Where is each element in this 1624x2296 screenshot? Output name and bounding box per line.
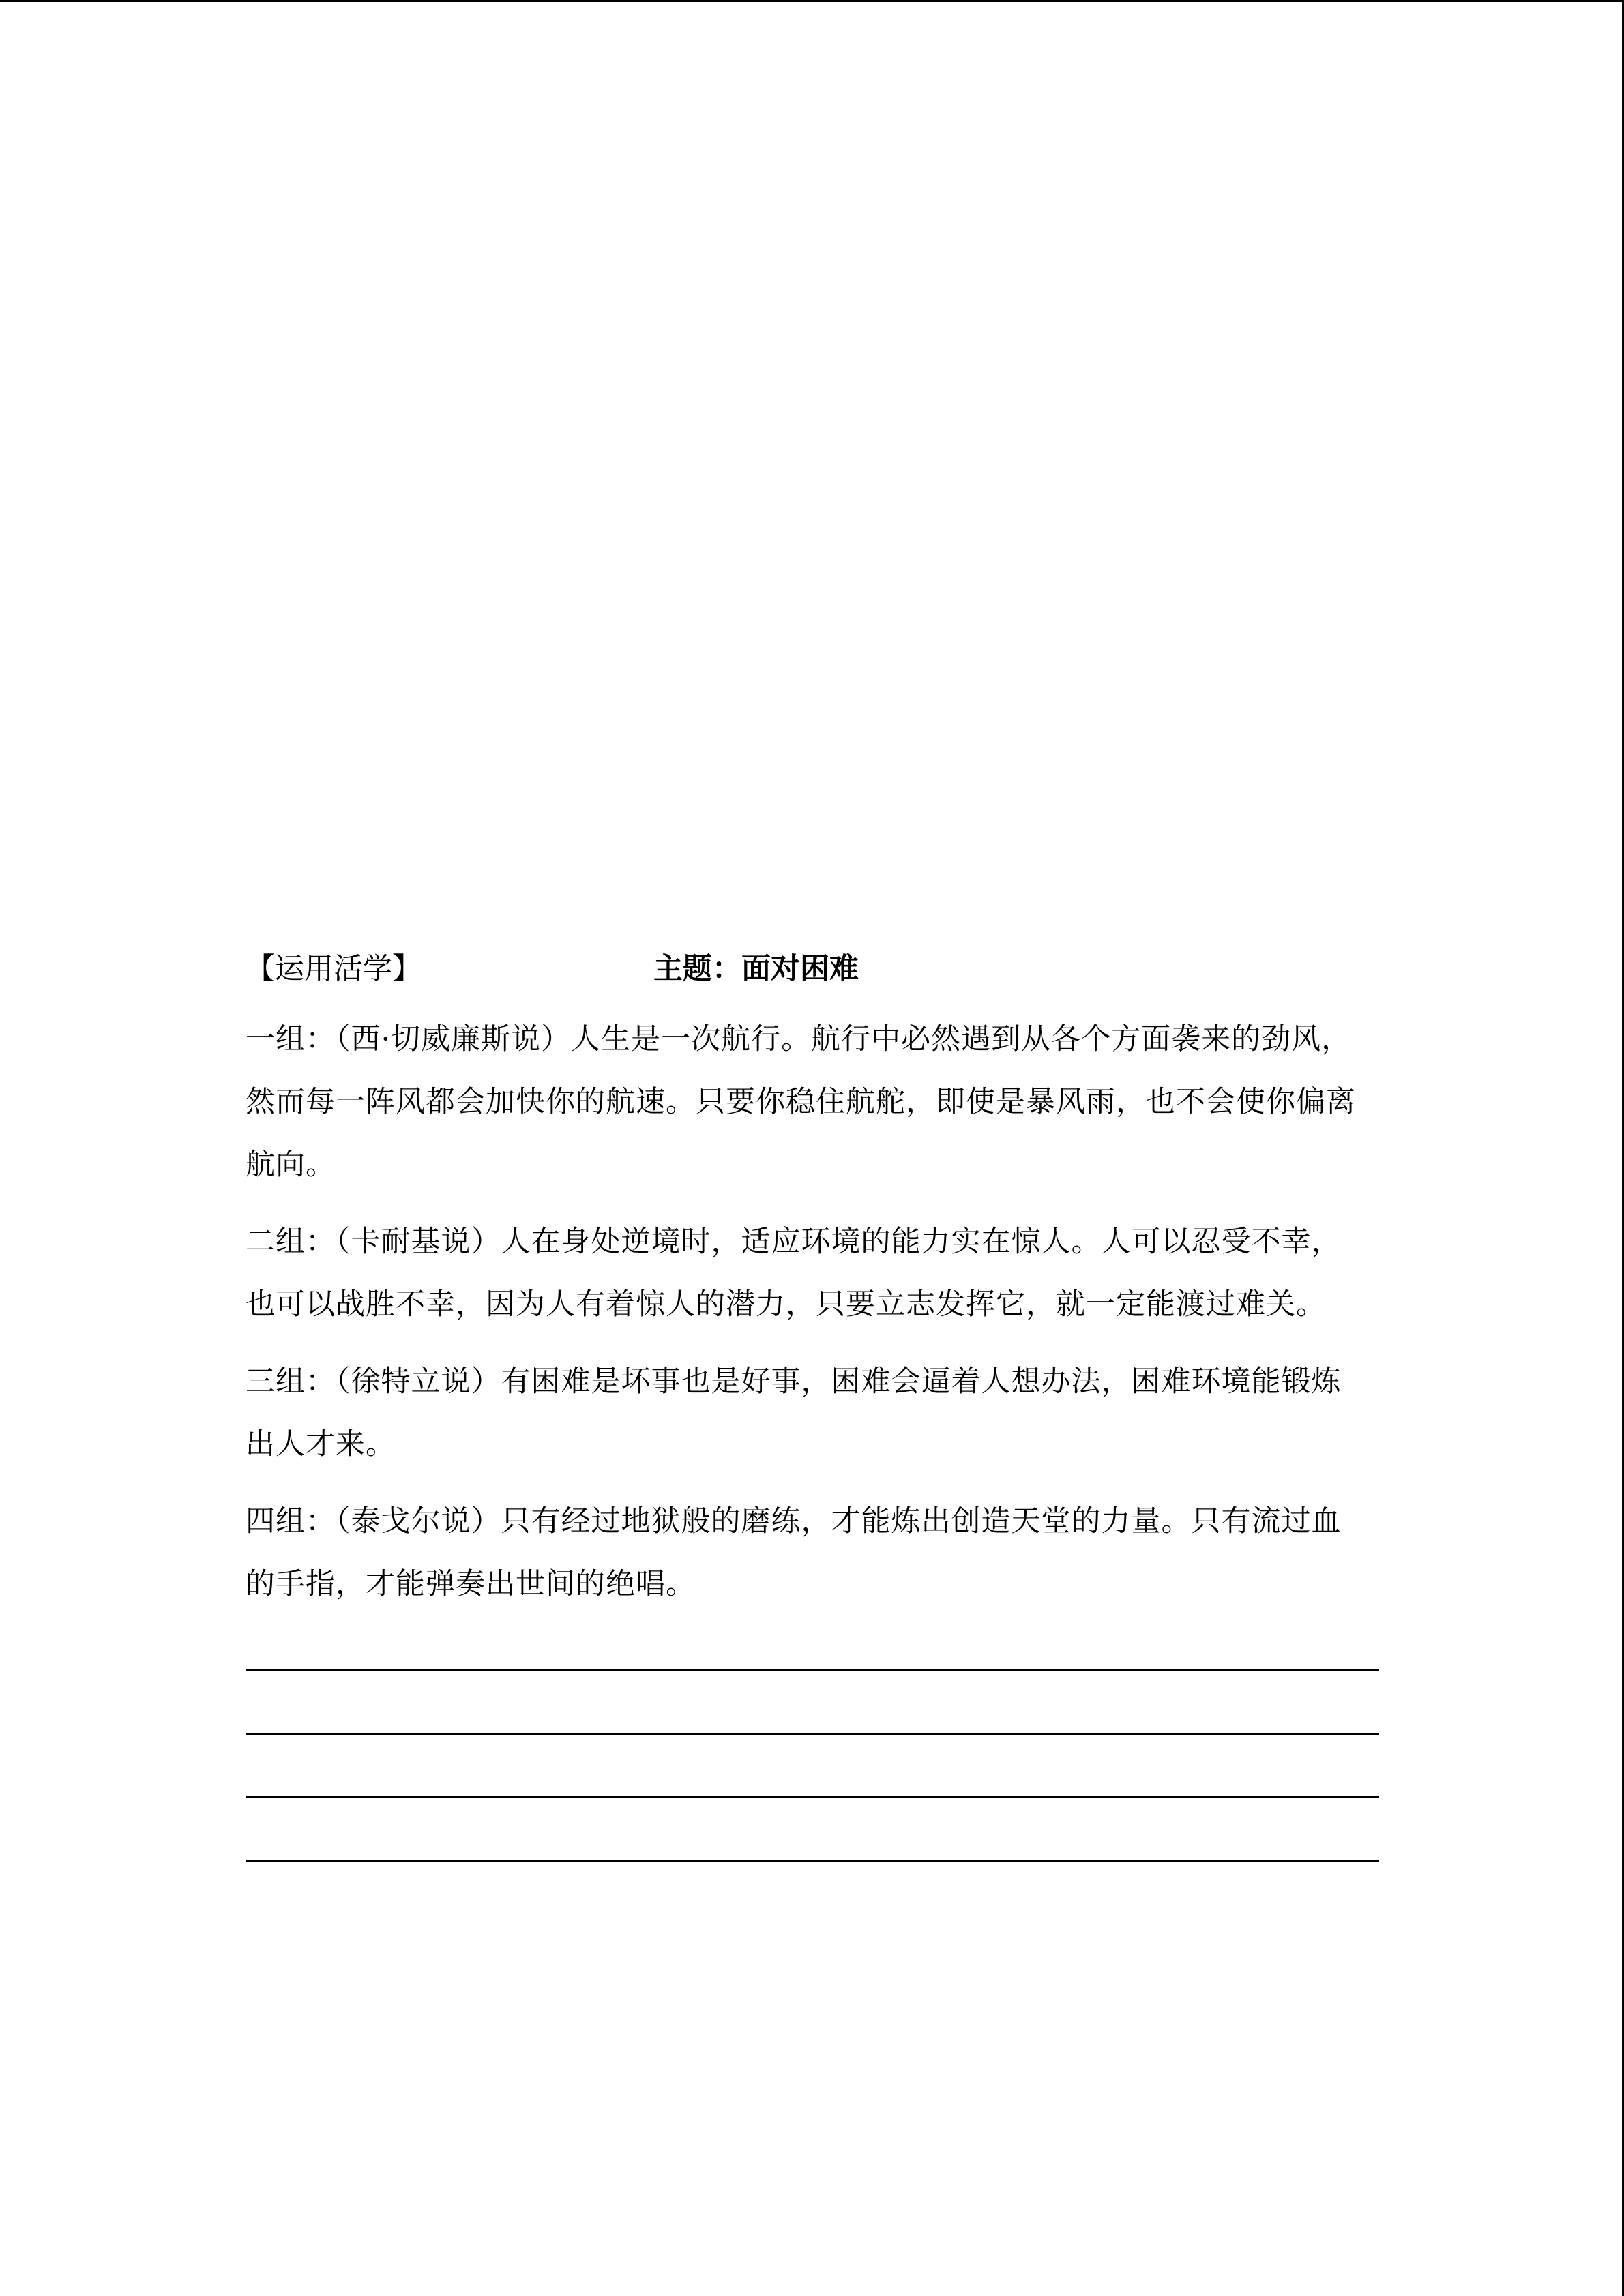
answer-line-2[interactable]	[246, 1733, 1379, 1735]
answer-line-3[interactable]	[246, 1796, 1379, 1798]
group-two-quote: 二组：（卡耐基说）人在身处逆境时，适应环境的能力实在惊人。人可以忍受不幸，也可以战胜不幸，因为人有着惊人的潜力，只要立志发挥它，就一定能渡过难关。	[246, 1225, 1342, 1322]
group-three-quote: 三组：（徐特立说）有困难是坏事也是好事，困难会逼着人想办法，困难环境能锻炼出人才来。	[246, 1365, 1342, 1461]
answer-line-1[interactable]	[246, 1669, 1379, 1671]
page-top-border	[0, 0, 1624, 2]
group-one-quote: 一组：（西·切威廉斯说）人生是一次航行。航行中必然遇到从各个方面袭来的劲风，然而每一阵风都会加快你的航速。只要你稳住航舵，即使是暴风雨，也不会使你偏离航向。	[246, 1022, 1356, 1182]
exercise-section	[246, 944, 1378, 1615]
section-title: 主题：面对困难	[653, 952, 859, 986]
answer-writing-area[interactable]	[246, 1669, 1379, 1923]
answer-line-4[interactable]	[246, 1860, 1379, 1862]
section-header	[246, 944, 1378, 994]
section-label: 【运用活学】	[246, 952, 422, 986]
group-four-quote: 四组：（泰戈尔说）只有经过地狱般的磨练，才能炼出创造天堂的力量。只有流过血的手指，才能弹奏出世间的绝唱。	[246, 1504, 1342, 1601]
